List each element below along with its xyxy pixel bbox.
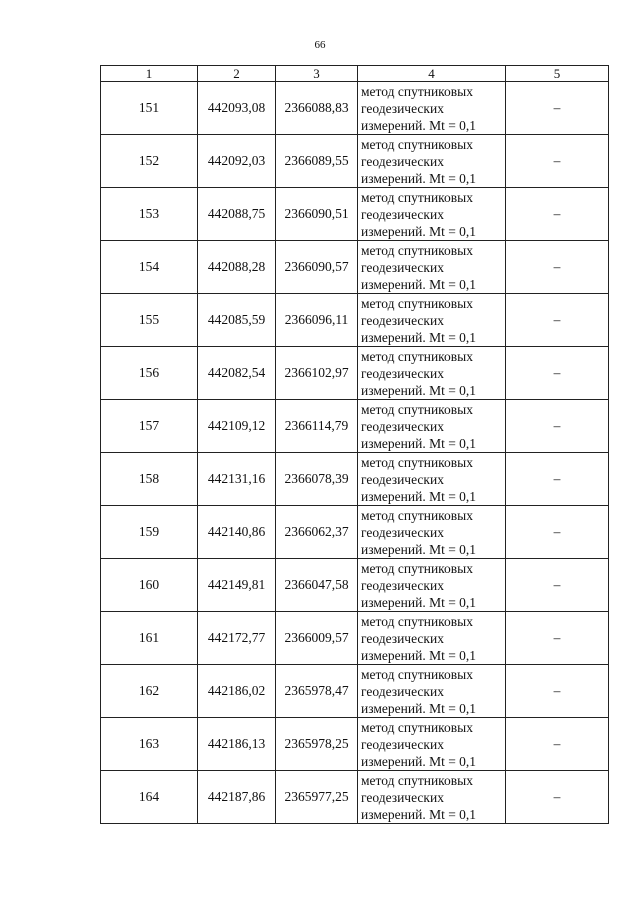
header-col-1: 1	[101, 66, 198, 82]
method-line: измерений. Mt = 0,1	[361, 223, 477, 239]
column-5-cell: –	[506, 241, 609, 294]
y-coordinate-cell: 2365978,47	[276, 665, 358, 718]
table-row	[101, 294, 609, 347]
method-cell	[358, 188, 506, 241]
method-cell	[358, 559, 506, 612]
method-cell	[358, 665, 506, 718]
y-coordinate-cell: 2366062,37	[276, 506, 358, 559]
method-line: метод спутниковых	[361, 666, 473, 682]
y-coordinate-cell: 2366089,55	[276, 135, 358, 188]
point-number-cell: 156	[101, 347, 198, 400]
method-cell	[358, 347, 506, 400]
method-line: геодезических	[361, 630, 444, 646]
method-line: измерений. Mt = 0,1	[361, 700, 477, 716]
method-line: геодезических	[361, 524, 444, 540]
x-coordinate-cell: 442186,13	[198, 718, 276, 771]
method-line: измерений. Mt = 0,1	[361, 382, 477, 398]
method-line: геодезических	[361, 789, 444, 805]
method-cell	[358, 453, 506, 506]
method-line: геодезических	[361, 206, 444, 222]
x-coordinate-cell: 442088,28	[198, 241, 276, 294]
x-coordinate-cell: 442140,86	[198, 506, 276, 559]
y-coordinate-cell: 2366096,11	[276, 294, 358, 347]
method-line: измерений. Mt = 0,1	[361, 488, 477, 504]
method-line: геодезических	[361, 471, 444, 487]
method-cell	[358, 82, 506, 135]
y-coordinate-cell: 2366090,51	[276, 188, 358, 241]
method-cell	[358, 771, 506, 824]
column-5-cell: –	[506, 188, 609, 241]
method-line: метод спутниковых	[361, 507, 473, 523]
table-row	[101, 241, 609, 294]
method-line: метод спутниковых	[361, 772, 473, 788]
method-line: геодезических	[361, 683, 444, 699]
method-cell	[358, 612, 506, 665]
y-coordinate-cell: 2366114,79	[276, 400, 358, 453]
x-coordinate-cell: 442082,54	[198, 347, 276, 400]
method-line: измерений. Mt = 0,1	[361, 329, 477, 345]
method-line: измерений. Mt = 0,1	[361, 435, 477, 451]
table-row	[101, 506, 609, 559]
x-coordinate-cell: 442172,77	[198, 612, 276, 665]
method-line: измерений. Mt = 0,1	[361, 170, 477, 186]
y-coordinate-cell: 2365978,25	[276, 718, 358, 771]
y-coordinate-cell: 2366090,57	[276, 241, 358, 294]
column-5-cell: –	[506, 400, 609, 453]
method-cell	[358, 400, 506, 453]
column-5-cell: –	[506, 294, 609, 347]
y-coordinate-cell: 2366047,58	[276, 559, 358, 612]
table-row	[101, 82, 609, 135]
method-line: геодезических	[361, 100, 444, 116]
method-line: метод спутниковых	[361, 83, 473, 99]
method-line: геодезических	[361, 736, 444, 752]
point-number-cell: 163	[101, 718, 198, 771]
method-line: измерений. Mt = 0,1	[361, 117, 477, 133]
method-line: геодезических	[361, 153, 444, 169]
table-row	[101, 559, 609, 612]
x-coordinate-cell: 442186,02	[198, 665, 276, 718]
point-number-cell: 154	[101, 241, 198, 294]
column-5-cell: –	[506, 506, 609, 559]
method-line: измерений. Mt = 0,1	[361, 541, 477, 557]
page-number: 66	[314, 39, 326, 51]
method-line: метод спутниковых	[361, 719, 473, 735]
table-row	[101, 188, 609, 241]
method-line: метод спутниковых	[361, 189, 473, 205]
method-line: геодезических	[361, 312, 444, 328]
x-coordinate-cell: 442187,86	[198, 771, 276, 824]
point-number-cell: 151	[101, 82, 198, 135]
point-number-cell: 153	[101, 188, 198, 241]
table-row	[101, 665, 609, 718]
column-5-cell: –	[506, 82, 609, 135]
method-cell	[358, 718, 506, 771]
x-coordinate-cell: 442088,75	[198, 188, 276, 241]
x-coordinate-cell: 442131,16	[198, 453, 276, 506]
point-number-cell: 155	[101, 294, 198, 347]
method-line: метод спутниковых	[361, 348, 473, 364]
table-row	[101, 135, 609, 188]
header-col-5: 5	[506, 66, 609, 82]
method-line: геодезических	[361, 418, 444, 434]
column-5-cell: –	[506, 665, 609, 718]
method-line: метод спутниковых	[361, 454, 473, 470]
coordinates-table	[100, 65, 609, 824]
y-coordinate-cell: 2366009,57	[276, 612, 358, 665]
method-line: измерений. Mt = 0,1	[361, 753, 477, 769]
point-number-cell: 161	[101, 612, 198, 665]
header-col-4: 4	[358, 66, 506, 82]
column-5-cell: –	[506, 559, 609, 612]
method-line: метод спутниковых	[361, 560, 473, 576]
method-line: метод спутниковых	[361, 295, 473, 311]
header-col-3: 3	[276, 66, 358, 82]
method-line: метод спутниковых	[361, 613, 473, 629]
table-row	[101, 453, 609, 506]
method-cell	[358, 241, 506, 294]
column-5-cell: –	[506, 718, 609, 771]
header-col-2: 2	[198, 66, 276, 82]
x-coordinate-cell: 442093,08	[198, 82, 276, 135]
method-line: измерений. Mt = 0,1	[361, 806, 477, 822]
point-number-cell: 160	[101, 559, 198, 612]
point-number-cell: 157	[101, 400, 198, 453]
method-line: метод спутниковых	[361, 136, 473, 152]
table-row	[101, 400, 609, 453]
point-number-cell: 159	[101, 506, 198, 559]
method-cell	[358, 294, 506, 347]
method-line: измерений. Mt = 0,1	[361, 276, 477, 292]
y-coordinate-cell: 2366078,39	[276, 453, 358, 506]
method-line: измерений. Mt = 0,1	[361, 594, 477, 610]
method-cell	[358, 506, 506, 559]
point-number-cell: 164	[101, 771, 198, 824]
column-5-cell: –	[506, 347, 609, 400]
method-line: геодезических	[361, 259, 444, 275]
x-coordinate-cell: 442109,12	[198, 400, 276, 453]
column-5-cell: –	[506, 612, 609, 665]
method-line: геодезических	[361, 365, 444, 381]
method-line: геодезических	[361, 577, 444, 593]
column-5-cell: –	[506, 453, 609, 506]
method-line: метод спутниковых	[361, 401, 473, 417]
y-coordinate-cell: 2366088,83	[276, 82, 358, 135]
x-coordinate-cell: 442149,81	[198, 559, 276, 612]
table-row	[101, 771, 609, 824]
point-number-cell: 158	[101, 453, 198, 506]
table-row	[101, 718, 609, 771]
point-number-cell: 152	[101, 135, 198, 188]
method-line: измерений. Mt = 0,1	[361, 647, 477, 663]
y-coordinate-cell: 2366102,97	[276, 347, 358, 400]
column-5-cell: –	[506, 771, 609, 824]
y-coordinate-cell: 2365977,25	[276, 771, 358, 824]
method-cell	[358, 135, 506, 188]
x-coordinate-cell: 442092,03	[198, 135, 276, 188]
table-header-row	[101, 66, 609, 82]
point-number-cell: 162	[101, 665, 198, 718]
x-coordinate-cell: 442085,59	[198, 294, 276, 347]
table-row	[101, 347, 609, 400]
table-body	[101, 82, 609, 824]
table-row	[101, 612, 609, 665]
method-line: метод спутниковых	[361, 242, 473, 258]
column-5-cell: –	[506, 135, 609, 188]
